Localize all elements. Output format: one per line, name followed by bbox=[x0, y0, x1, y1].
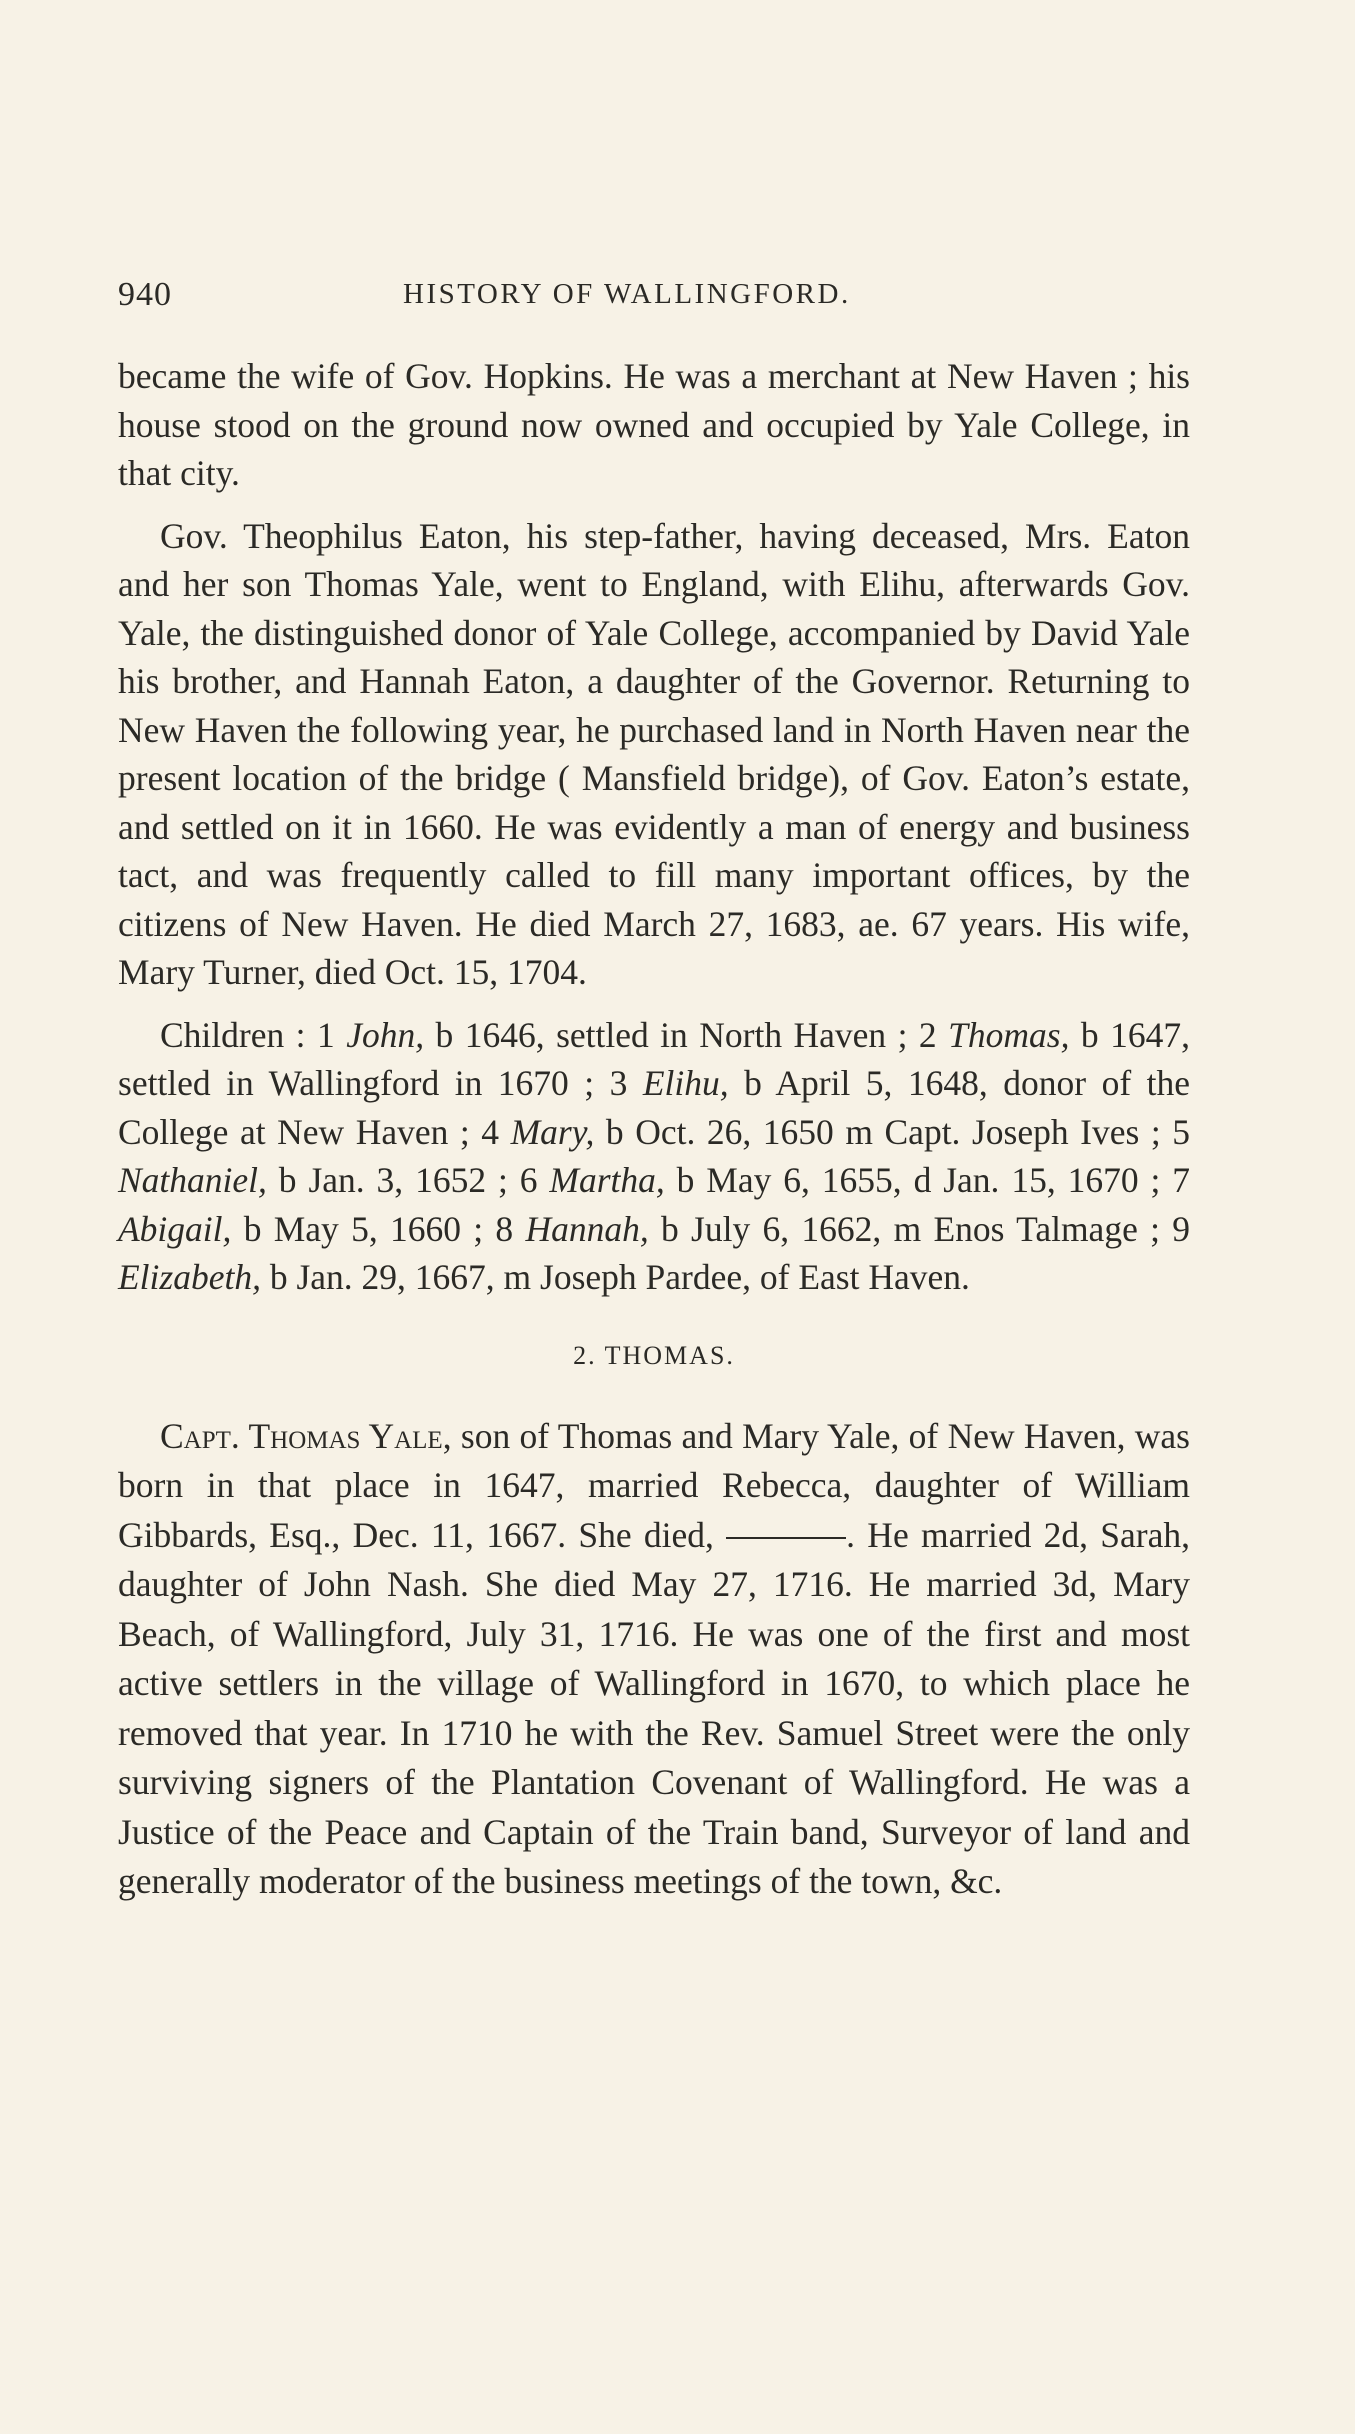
thomas-text: son of Thomas and Mary Yale, of New Haven, was born in that place in 1647, married Rebecca, daughter of William Gibbards, Esq., Dec. 11, 1667. She died, bbox=[118, 1415, 1190, 1555]
children-text: b July 6, 1662, m Enos Talmage ; 9 bbox=[648, 1208, 1191, 1249]
child-name-elihu: Elihu, bbox=[642, 1063, 729, 1103]
paragraph-children bbox=[118, 1011, 1190, 1302]
blank-date-dash bbox=[726, 1537, 846, 1539]
children-text: b April 5, 1648, donor of the College at New Haven ; 4 bbox=[118, 1063, 1190, 1152]
paragraph-eaton: Gov. Theophilus Eaton, his step-father, having deceased, Mrs. Eaton and her son Thomas Yale, went to England, with Elihu, afterwards Gov. Yale, the distinguished donor of Yale College, accompanied by David Yale his brother, and Hannah Eaton, a daughter of the Governor. Returning to New Haven the following year, he purchased land in North Haven near the present location of the bridge ( Mansfield bridge), of Gov. Eaton’s estate, and settled on it in 1660. He was evidently a man of energy and business tact, and was frequently called to fill many important offices, by the citizens of New Haven. He died March 27, 1683, ae. 67 years. His wife, Mary Turner, died Oct. 15, 1704. bbox=[118, 515, 1190, 992]
page-header bbox=[118, 276, 1190, 320]
child-name-mary: Mary, bbox=[510, 1111, 595, 1152]
subject-name: Capt. Thomas Yale, bbox=[160, 1415, 452, 1456]
children-text: b May 6, 1655, d Jan. 15, 1670 ; 7 bbox=[664, 1160, 1191, 1200]
child-name-elizabeth: Elizabeth, bbox=[118, 1257, 261, 1297]
body-text bbox=[118, 352, 1190, 1921]
child-name-thomas: Thomas, bbox=[948, 1014, 1070, 1055]
child-name-abigail: Abigail, bbox=[118, 1208, 232, 1249]
child-name-john: John, bbox=[346, 1014, 425, 1055]
page-number: 940 bbox=[118, 276, 172, 313]
children-text: b 1647, settled in Wallingford in 1670 ; 3 bbox=[118, 1014, 1190, 1103]
child-name-hannah: Hannah, bbox=[525, 1208, 649, 1249]
child-name-martha: Martha, bbox=[549, 1160, 665, 1200]
children-text: b 1646, settled in North Haven ; 2 bbox=[424, 1014, 949, 1055]
section-heading: 2. THOMAS. bbox=[573, 1340, 735, 1370]
children-text: b Jan. 29, 1667, m Joseph Pardee, of East Haven. bbox=[260, 1257, 970, 1297]
children-text: b May 5, 1660 ; 8 bbox=[231, 1208, 526, 1249]
children-text: Children : 1 bbox=[160, 1014, 347, 1055]
children-text: b Jan. 3, 1652 ; 6 bbox=[266, 1160, 550, 1200]
paragraph-hopkins: became the wife of Gov. Hopkins. He was a merchant at New Haven ; his house stood on the ground now owned and occupied by Yale College, in that city. bbox=[118, 356, 1190, 493]
children-text: b Oct. 26, 1650 m Capt. Joseph Ives ; 5 bbox=[594, 1111, 1190, 1152]
paragraph-thomas bbox=[118, 1412, 1190, 1907]
thomas-text: . He married 2d, Sarah, daughter of John Nash. She died May 27, 1716. He married 3d, Mary Beach, of Wallingford, July 31, 1716. He was one of the first and most active settlers in the village of Wallingford in 1670, to which place he removed that year. In 1710 he with the Rev. Samuel Street were the only surviving signers of the Plantation Covenant of Wallingford. He was a Justice of the Peace and Captain of the Train band, Surveyor of land and generally moderator of the business meetings of the town, &c. bbox=[118, 1514, 1190, 1901]
running-head: HISTORY OF WALLINGFORD. bbox=[403, 278, 851, 310]
child-name-nathaniel: Nathaniel, bbox=[118, 1160, 267, 1200]
